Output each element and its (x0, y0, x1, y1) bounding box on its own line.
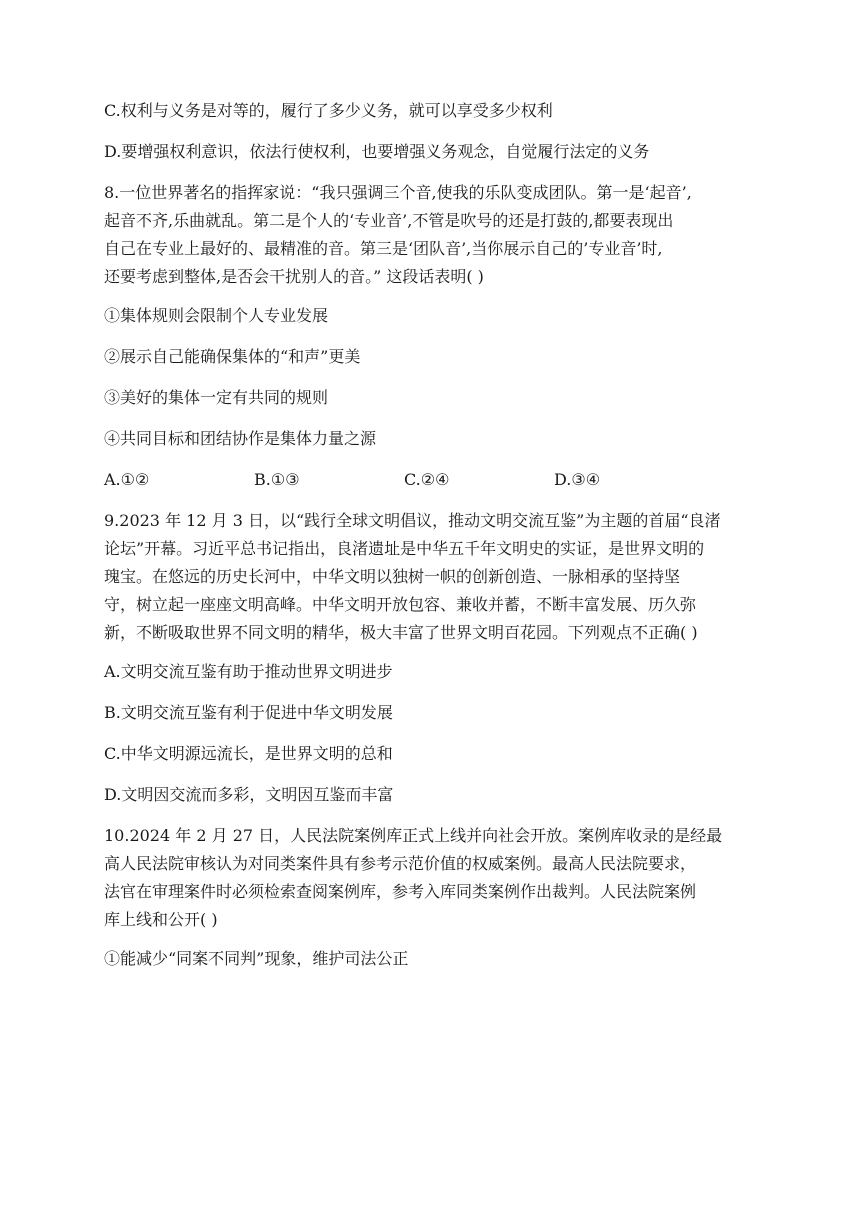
q8-choice-a: A.①② (104, 470, 150, 489)
q9-stem-line: 瑰宝。在悠远的历史长河中，中华文明以独树一帜的创新创造、一脉相承的坚持坚 (104, 567, 681, 586)
exam-page (104, 100, 764, 970)
q10-statement-1: ①能减少“同案不同判”现象，维护司法公正 (104, 949, 409, 968)
q9-option-d: D.文明因交流而多彩，文明因互鉴而丰富 (104, 785, 394, 804)
q8-statement-1: ①集体规则会限制个人专业发展 (104, 306, 329, 325)
q9-stem-line: 守，树立起一座座文明高峰。中华文明开放包容、兼收并蓄，不断丰富发展、历久弥 (104, 595, 697, 614)
q9-stem (104, 510, 764, 644)
q10-stem-line: 法官在审理案件时必须检索查阅案例库，参考入库同类案例作出裁判。人民法院案例 (104, 882, 697, 901)
q9-stem-line: 新，不断吸取世界不同文明的精华，极大丰富了世界文明百花园。下列观点不正确( ) (104, 623, 698, 642)
q8-stem (104, 182, 764, 288)
q9-option-c: C.中华文明源远流长，是世界文明的总和 (104, 744, 393, 763)
q7-option-d: D.要增强权利意识，依法行使权利，也要增强义务观念，自觉履行法定的义务 (104, 142, 650, 161)
q9-stem-line: 9.2023 年 12 月 3 日，以“践行全球文明倡议，推动文明交流互鉴”为主题的首届“良渚 (104, 511, 721, 530)
q10-stem-line: 库上线和公开( ) (104, 910, 218, 929)
q8-stem-line: 还要考虑到整体,是否会干扰别人的音。” 这段话表明( ) (104, 267, 484, 286)
q10-stem (104, 825, 764, 931)
q8-statement-3: ③美好的集体一定有共同的规则 (104, 388, 329, 407)
q8-choice-b: B.①③ (254, 470, 300, 489)
q8-choice-d: D.③④ (554, 470, 601, 489)
q10-stem-line: 10.2024 年 2 月 27 日，人民法院案例库正式上线并向社会开放。案例库收录的是经最 (104, 826, 723, 845)
q8-choices (104, 469, 764, 491)
q9-stem-line: 论坛”开幕。习近平总书记指出，良渚遗址是中华五千年文明史的实证，是世界文明的 (104, 539, 705, 558)
q8-stem-line: 起音不齐,乐曲就乱。第二是个人的‘专业音’,不管是吹号的还是打鼓的,都要表现出 (104, 211, 674, 230)
q7-option-c: C.权利与义务是对等的，履行了多少义务，就可以享受多少权利 (104, 101, 553, 120)
q8-choice-c: C.②④ (404, 470, 450, 489)
q8-statement-2: ②展示自己能确保集体的“和声”更美 (104, 347, 361, 366)
q9-option-a: A.文明交流互鉴有助于推动世界文明进步 (104, 662, 393, 681)
q9-option-b: B.文明交流互鉴有利于促进中华文明发展 (104, 703, 393, 722)
q8-stem-line: 自己在专业上最好的、最精准的音。第三是‘团队音’,当你展示自己的’专业音’时, (104, 239, 663, 258)
q8-stem-line: 8.一位世界著名的指挥家说：“我只强调三个音,使我的乐队变成团队。第一是‘起音’, (104, 183, 692, 202)
q10-stem-line: 高人民法院审核认为对同类案件具有参考示范价值的权威案例。最高人民法院要求， (104, 854, 697, 873)
q8-statement-4: ④共同目标和团结协作是集体力量之源 (104, 429, 377, 448)
